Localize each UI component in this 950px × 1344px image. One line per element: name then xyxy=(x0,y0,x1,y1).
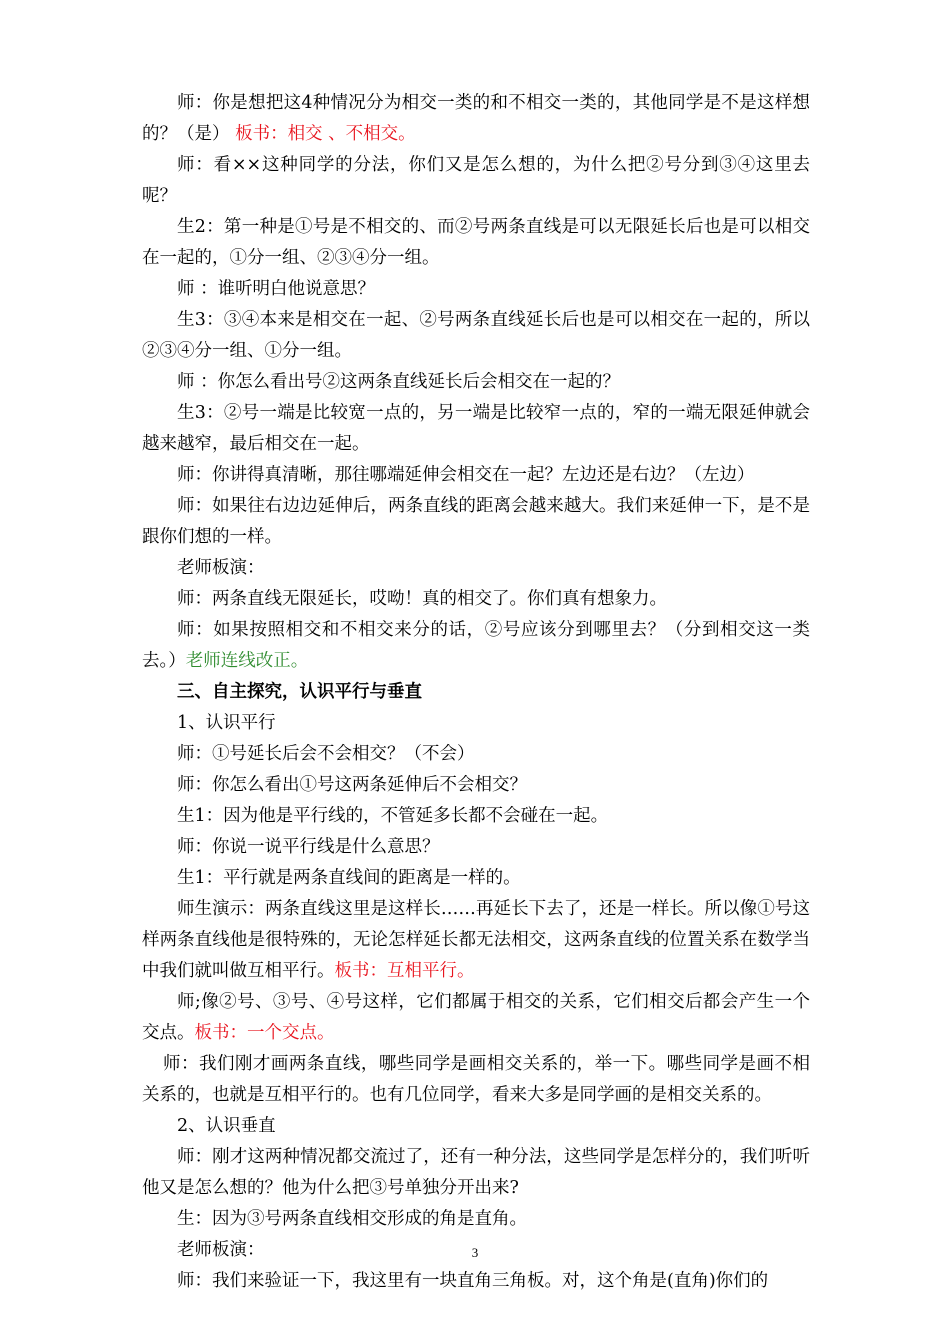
paragraph-text: 师：刚才这两种情况都交流过了，还有一种分法，这些同学是怎样分的，我们听听他又是怎么想的？他为什么把③号单独分开出来? xyxy=(142,1147,810,1198)
paragraph-text: 师：两条直线无限延长，哎呦！真的相交了。你们真有想象力。 xyxy=(177,589,667,609)
paragraph-text: 师：如果按照相交和不相交来分的话，②号应该分到哪里去？（分到相交这一类去。） xyxy=(142,620,810,671)
paragraph-text: 师：你怎么看出①号这两条延伸后不会相交？ xyxy=(177,775,527,795)
paragraph xyxy=(142,367,810,398)
paragraph xyxy=(142,460,810,491)
paragraph xyxy=(142,708,810,739)
paragraph xyxy=(142,1111,810,1142)
paragraph-text: 师：我们刚才画两条直线，哪些同学是画相交关系的，举一下。哪些同学是画不相关系的，也就是互相平行的。也有几位同学，看来大多是同学画的是相交关系的。 xyxy=(142,1054,810,1105)
paragraph xyxy=(142,863,810,894)
paragraph-text: 师 ：谁听明白他说意思？ xyxy=(177,279,376,299)
paragraph xyxy=(142,553,810,584)
paragraph-text: 师 ：你怎么看出号②这两条直线延长后会相交在一起的？ xyxy=(177,372,621,392)
paragraph xyxy=(142,274,810,305)
paragraph-text: 1、认识平行 xyxy=(177,713,276,733)
paragraph xyxy=(142,305,810,367)
paragraph xyxy=(142,491,810,553)
paragraph xyxy=(142,212,810,274)
board-note: 板书：互相平行。 xyxy=(334,961,475,981)
paragraph xyxy=(142,88,810,150)
paragraph-text: 生1：平行就是两条直线间的距离是一样的。 xyxy=(177,868,521,888)
paragraph-text: 生1：因为他是平行线的，不管延多长都不会碰在一起。 xyxy=(177,806,609,826)
paragraph-text: 师：你是想把这4种情况分为相交一类的和不相交一类的，其他同学是不是这样想的？（是） xyxy=(142,93,810,144)
paragraph xyxy=(142,398,810,460)
section-heading xyxy=(142,677,810,708)
paragraph-text: 老师板演： xyxy=(177,1240,265,1260)
paragraph xyxy=(142,770,810,801)
paragraph-text: 生：因为③号两条直线相交形成的角是直角。 xyxy=(177,1209,527,1229)
paragraph xyxy=(142,150,810,212)
paragraph xyxy=(142,615,810,677)
paragraph xyxy=(142,894,810,987)
paragraph-text: 师：你讲得真清晰，那往哪端延伸会相交在一起？左边还是右边？（左边） xyxy=(177,465,755,485)
paragraph xyxy=(142,584,810,615)
paragraph xyxy=(142,987,810,1049)
paragraph-text: 师：①号延长后会不会相交？（不会） xyxy=(177,744,475,764)
paragraph xyxy=(142,1266,810,1297)
board-note: 板书：相交 、不相交。 xyxy=(229,124,416,144)
paragraph xyxy=(142,801,810,832)
paragraph-text: 生3：②号一端是比较宽一点的，另一端是比较窄一点的，窄的一端无限延伸就会越来越窄，最后相交在一起。 xyxy=(142,403,810,454)
paragraph-text: 三、自主探究，认识平行与垂直 xyxy=(177,682,422,702)
paragraph-text: 老师板演： xyxy=(177,558,265,578)
paragraph xyxy=(142,739,810,770)
paragraph-text: 师：你说一说平行线是什么意思？ xyxy=(177,837,440,857)
paragraph-text: 师：如果往右边边延伸后，两条直线的距离会越来越大。我们来延伸一下，是不是跟你们想的一样。 xyxy=(142,496,810,547)
paragraph-text: 师;像②号、③号、④号这样，它们都属于相交的关系，它们相交后都会产生一个交点。 xyxy=(142,992,810,1043)
paragraph-text: 2、认识垂直 xyxy=(177,1116,276,1136)
paragraph xyxy=(142,832,810,863)
paragraph xyxy=(142,1049,810,1111)
paragraph-text: 师：看××这种同学的分法，你们又是怎么想的，为什么把②号分到③④这里去呢？ xyxy=(142,155,810,206)
paragraph-text: 生2：第一种是①号是不相交的、而②号两条直线是可以无限延长后也是可以相交在一起的，①分一组、②③④分一组。 xyxy=(142,217,810,268)
document-body xyxy=(142,88,810,1297)
page-number: 3 xyxy=(471,1245,479,1260)
paragraph xyxy=(142,1204,810,1235)
paragraph-text: 生3：③④本来是相交在一起、②号两条直线延长后也是可以相交在一起的，所以②③④分一组、①分一组。 xyxy=(142,310,810,361)
board-note: 板书：一个交点。 xyxy=(194,1023,335,1043)
paragraph-text: 师：我们来验证一下，我这里有一块直角三角板。对，这个角是(直角)你们的 xyxy=(177,1271,769,1291)
paragraph xyxy=(142,1142,810,1204)
paragraph-text: 师生演示：两条直线这里是这样长……再延长下去了，还是一样长。所以像①号这样两条直线他是很特殊的，无论怎样延长都无法相交，这两条直线的位置关系在数学当中我们就叫做互相平行。 xyxy=(142,899,810,981)
teacher-note: 老师连线改正。 xyxy=(185,651,309,671)
